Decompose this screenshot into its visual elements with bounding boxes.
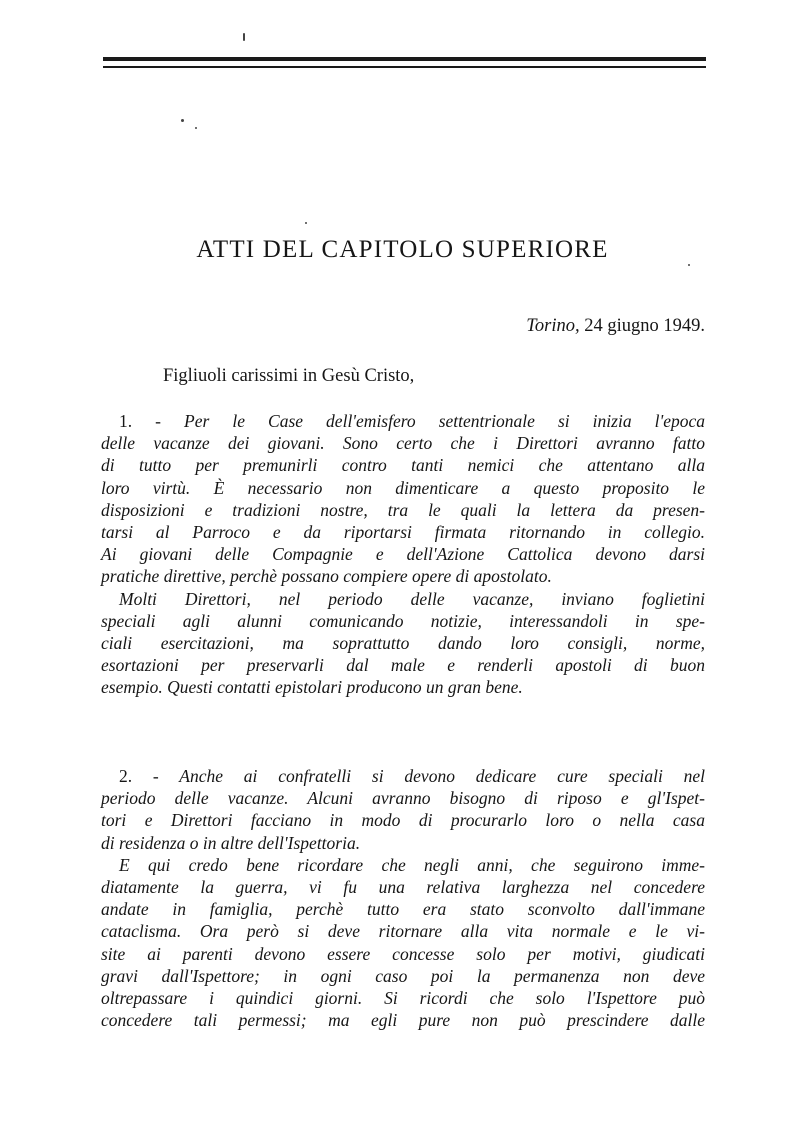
text-line: andate in famiglia, perchè tutto era stato sconvolto dall'immane — [101, 899, 705, 920]
section-2 — [101, 765, 705, 1031]
header-rule-thick — [103, 57, 706, 61]
page-title: ATTI DEL CAPITOLO SUPERIORE — [196, 236, 609, 263]
text-line — [101, 410, 705, 432]
text-line: oltrepassare i quindici giorni. Si ricordi che solo l'Ispettore può — [101, 988, 705, 1009]
print-speck — [195, 127, 197, 129]
text-line: site ai parenti devono essere concesse solo per motivi, giudicati — [101, 943, 705, 964]
dateline-date: 24 giugno 1949. — [584, 316, 705, 336]
text-line: periodo delle vacanze. Alcuni avranno bisogno di riposo e gl'Ispet- — [101, 788, 705, 809]
text-line: disposizioni e tradizioni nostre, tra le quali la lettera da presen- — [101, 499, 705, 520]
text-line: loro virtù. È necessario non dimenticare a questo proposito le — [101, 477, 705, 498]
line-text: Per le Case dell'emisfero settentrionale si inizia l'epoca — [184, 411, 706, 431]
text-line: diatamente la guerra, vi fu una relativa larghezza nel concedere — [101, 877, 705, 898]
print-speck — [688, 264, 690, 266]
text-line: di residenza o in altre dell'Ispettoria. — [101, 832, 361, 853]
print-speck — [243, 33, 245, 41]
text-line: ciali esercitazioni, ma soprattutto dando loro consigli, norme, — [101, 633, 705, 654]
header-rule-thin — [103, 66, 706, 68]
text-line: tarsi al Parroco e da riportarsi firmata ritornando in collegio. — [101, 522, 705, 543]
text-line: concedere tali permessi; ma egli pure non può prescindere dalle — [101, 1010, 705, 1031]
text-line: pratiche direttive, perchè possano compiere opere di apostolato. — [101, 566, 552, 587]
text-line: esempio. Questi contatti epistolari producono un gran bene. — [101, 677, 523, 698]
text-line: cataclisma. Ora però si deve ritornare alla vita normale e le vi- — [101, 921, 705, 942]
text-line: di tutto per premunirli contro tanti nemici che attentano alla — [101, 455, 705, 476]
text-line: speciali agli alunni comunicando notizie, interessandoli in spe- — [101, 610, 705, 631]
dateline-place: Torino, — [526, 316, 580, 336]
text-line — [101, 765, 705, 787]
text-line: tori e Direttori facciano in modo di procurarlo loro o nella casa — [101, 810, 705, 831]
text-line: Ai giovani delle Compagnie e dell'Azione Cattolica devono darsi — [101, 544, 705, 565]
print-speck — [305, 222, 307, 224]
section-number: 2. - — [119, 766, 159, 786]
salutation: Figliuoli carissimi in Gesù Cristo, — [163, 366, 415, 386]
line-text: Anche ai confratelli si devono dedicare cure speciali nel — [179, 766, 706, 786]
dateline — [526, 316, 705, 337]
text-line: E qui credo bene ricordare che negli anni, che seguirono imme- — [119, 854, 705, 875]
section-number: 1. - — [119, 411, 161, 431]
section-1 — [101, 410, 705, 699]
text-line: gravi dall'Ispettore; in ogni caso poi la permanenza non deve — [101, 965, 705, 986]
text-line: Molti Direttori, nel periodo delle vacanze, inviano foglietini — [119, 588, 705, 609]
print-speck — [181, 119, 184, 122]
text-line: delle vacanze dei giovani. Sono certo che i Direttori avranno fatto — [101, 433, 705, 454]
text-line: esortazioni per preservarli dal male e renderli apostoli di buon — [101, 655, 705, 676]
